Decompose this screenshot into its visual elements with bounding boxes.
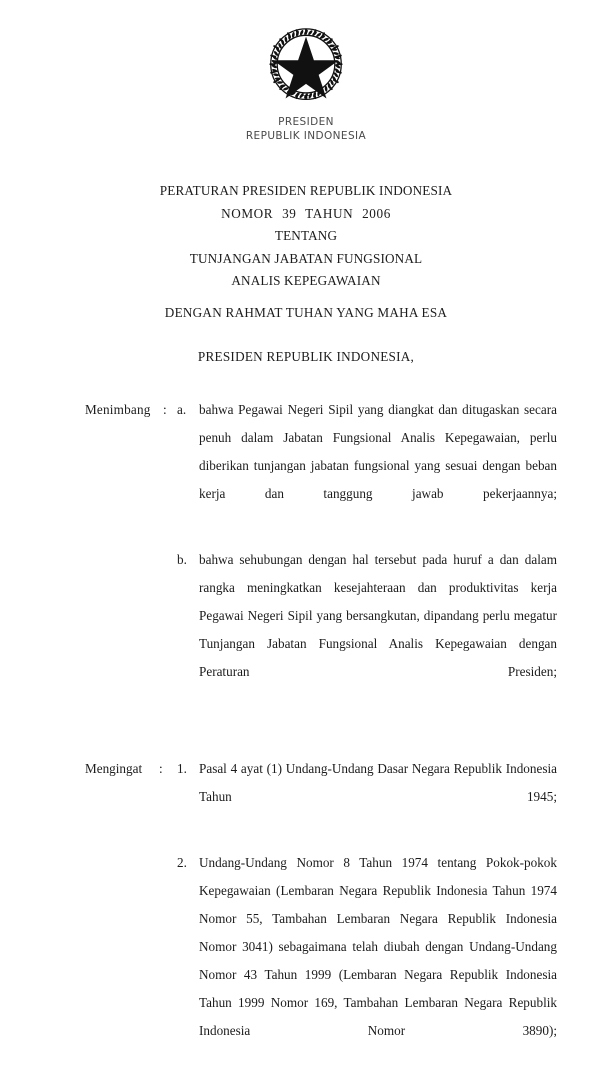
mengingat-items <box>177 755 557 1073</box>
presidential-emblem-block <box>0 22 612 143</box>
clauses-container <box>85 396 557 1073</box>
mengingat-colon: : <box>159 761 163 776</box>
item-marker: 2. <box>177 855 187 870</box>
item-text: bahwa Pegawai Negeri Sipil yang diangkat dan ditugaskan secara penuh dalam Jabatan Fungsional Analis Kepegawaian, perlu diberikan tunjangan jabatan fungsional yang sesuai dengan beban kerja dan tanggung jawab pekerjaannya; <box>199 402 557 501</box>
item-marker: a. <box>177 402 187 417</box>
item-text: Pasal 4 ayat (1) Undang-Undang Dasar Negara Republik Indonesia Tahun 1945; <box>199 761 557 804</box>
emblem-caption-line-2: REPUBLIK INDONESIA <box>245 130 367 142</box>
presiden-republik-indonesia-line: PRESIDEN REPUBLIK INDONESIA, <box>197 349 415 364</box>
mengingat-label: Mengingat <box>85 761 143 776</box>
rahmat-line: DENGAN RAHMAT TUHAN YANG MAHA ESA <box>164 305 448 320</box>
item-marker: b. <box>177 552 187 567</box>
emblem-caption-line-1: PRESIDEN <box>278 116 334 128</box>
item-text: bahwa sehubungan dengan hal tersebut pada huruf a dan dalam rangka meningkatkan kesejahteraan dan produktivitas kerja Pegawai Negeri Sipil yang bersangkutan, dipandang perlu megatur Tunjangan Jabatan Fungsional Analis Kepegawaian dengan Peraturan Presiden; <box>199 552 557 679</box>
item-spacer <box>177 536 557 546</box>
item-text: Undang-Undang Nomor 8 Tahun 1974 tentang Pokok-pokok Kepegawaian (Lembaran Negara Republik Indonesia Tahun 1974 Nomor 55, Tambahan Lembaran Negara Republik Indonesia Nomor 3041) sebagaimana telah diubah dengan Undang-Undang Nomor 43 Tahun 1999 (Lembaran Negara Republik Indonesia Tahun 1999 Nomor 169, Tambahan Lembaran Negara Republik Indonesia Nomor 3890); <box>199 855 557 1038</box>
item-marker: 1. <box>177 761 187 776</box>
title-line-regulation: PERATURAN PRESIDEN REPUBLIK INDONESIA <box>159 183 453 198</box>
document-title-block <box>0 180 612 293</box>
mengingat-row <box>85 755 557 1073</box>
title-line-subject-1: TUNJANGAN JABATAN FUNGSIONAL <box>189 250 423 266</box>
list-item <box>177 849 557 1073</box>
list-item <box>177 546 557 714</box>
menimbang-row <box>85 396 557 714</box>
title-line-tentang: TENTANG <box>274 228 338 243</box>
emblem-caption <box>0 115 612 143</box>
menimbang-label: Menimbang <box>85 402 151 417</box>
title-line-number: NOMOR 39 TAHUN 2006 <box>221 205 391 221</box>
list-item <box>177 755 557 839</box>
title-line-subject-2: ANALIS KEPEGAWAIAN <box>231 273 381 288</box>
list-item <box>177 396 557 536</box>
menimbang-items <box>177 396 557 714</box>
menimbang-colon: : <box>163 402 167 417</box>
indonesia-presidential-seal-icon <box>263 22 349 108</box>
